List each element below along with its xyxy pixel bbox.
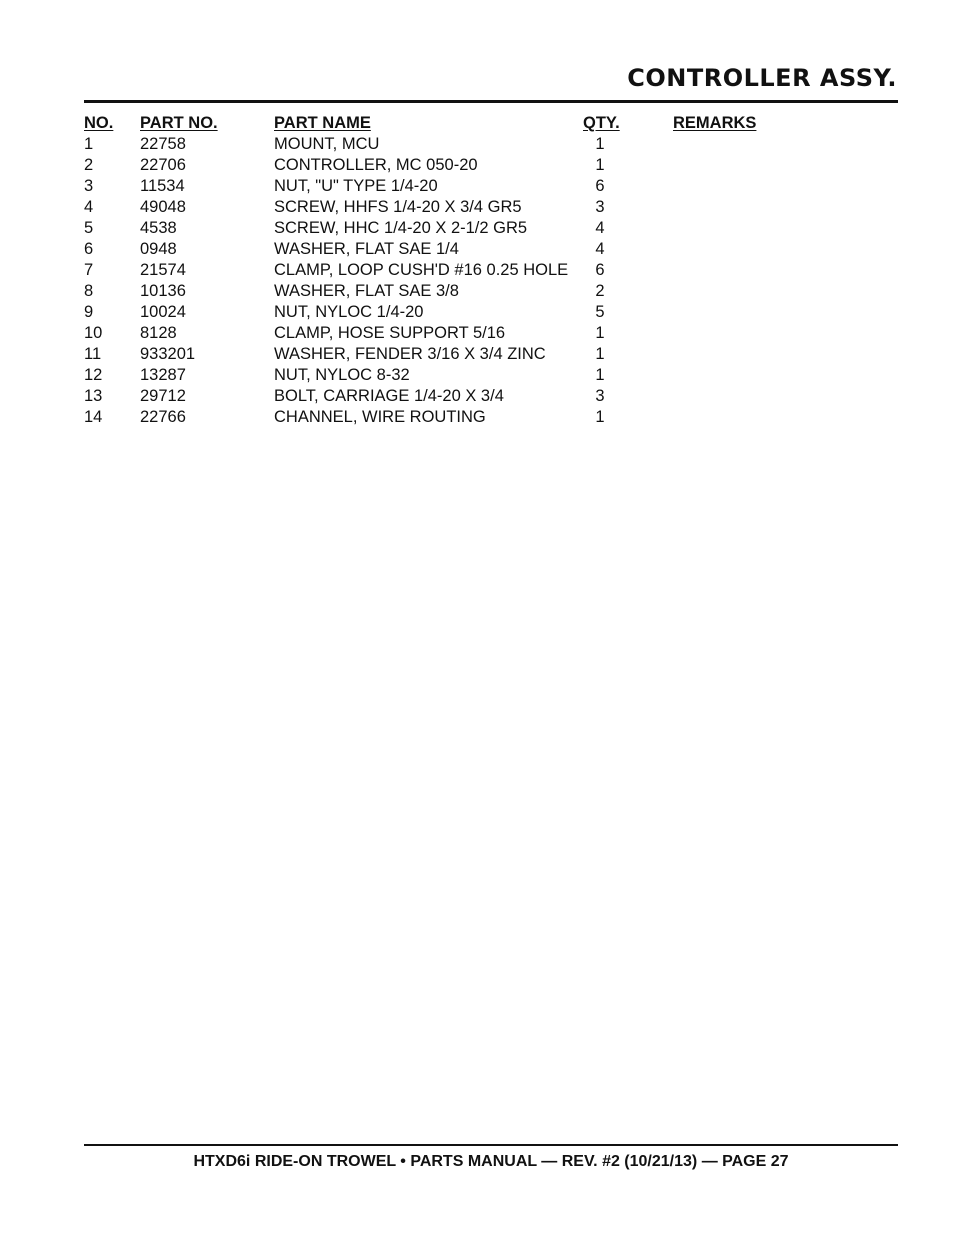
row-part-no: 22766 bbox=[140, 408, 186, 426]
row-qty: 1 bbox=[595, 135, 605, 153]
row-part-name: WASHER, FLAT SAE 3/8 bbox=[274, 282, 459, 300]
row-no: 2 bbox=[84, 156, 94, 174]
table-header-row bbox=[84, 113, 898, 134]
table-row bbox=[84, 344, 898, 365]
parts-table bbox=[84, 113, 898, 428]
row-qty: 1 bbox=[595, 324, 605, 342]
row-qty: 6 bbox=[595, 177, 605, 195]
row-part-no: 11534 bbox=[140, 177, 185, 195]
table-row bbox=[84, 281, 898, 302]
table-row bbox=[84, 386, 898, 407]
row-part-name: CLAMP, LOOP CUSH'D #16 0.25 HOLE bbox=[274, 261, 569, 279]
row-qty: 1 bbox=[595, 366, 605, 384]
row-no: 8 bbox=[84, 282, 94, 300]
row-part-no: 21574 bbox=[140, 261, 186, 279]
row-no: 14 bbox=[84, 408, 103, 426]
row-no: 7 bbox=[84, 261, 94, 279]
table-row bbox=[84, 176, 898, 197]
row-part-no: 0948 bbox=[140, 240, 177, 258]
header-part-name: PART NAME bbox=[274, 114, 371, 132]
row-part-no: 4538 bbox=[140, 219, 177, 237]
row-qty: 3 bbox=[595, 387, 605, 405]
row-no: 10 bbox=[84, 324, 103, 342]
row-part-no: 8128 bbox=[140, 324, 177, 342]
row-no: 12 bbox=[84, 366, 103, 384]
table-row bbox=[84, 407, 898, 428]
row-part-no: 22706 bbox=[140, 156, 186, 174]
row-part-no: 49048 bbox=[140, 198, 186, 216]
row-part-name: CLAMP, HOSE SUPPORT 5/16 bbox=[274, 324, 506, 342]
table-row bbox=[84, 239, 898, 260]
row-part-no: 29712 bbox=[140, 387, 186, 405]
row-part-name: CHANNEL, WIRE ROUTING bbox=[274, 408, 486, 426]
header-qty: QTY. bbox=[583, 114, 620, 132]
row-part-name: WASHER, FENDER 3/16 X 3/4 ZINC bbox=[274, 345, 546, 363]
row-part-no: 13287 bbox=[140, 366, 186, 384]
row-no: 6 bbox=[84, 240, 94, 258]
row-no: 1 bbox=[84, 135, 94, 153]
row-qty: 6 bbox=[595, 261, 605, 279]
row-part-name: NUT, NYLOC 8-32 bbox=[274, 366, 410, 384]
table-row bbox=[84, 302, 898, 323]
row-qty: 1 bbox=[595, 345, 605, 363]
row-part-name: NUT, NYLOC 1/4-20 bbox=[274, 303, 424, 321]
row-part-no: 10136 bbox=[140, 282, 186, 300]
row-qty: 5 bbox=[595, 303, 605, 321]
row-no: 3 bbox=[84, 177, 94, 195]
row-part-name: WASHER, FLAT SAE 1/4 bbox=[274, 240, 459, 258]
row-part-name: SCREW, HHC 1/4-20 X 2-1/2 GR5 bbox=[274, 219, 528, 237]
table-row bbox=[84, 155, 898, 176]
table-row bbox=[84, 323, 898, 344]
row-no: 13 bbox=[84, 387, 103, 405]
table-row bbox=[84, 218, 898, 239]
row-no: 4 bbox=[84, 198, 94, 216]
row-qty: 1 bbox=[595, 408, 605, 426]
row-qty: 4 bbox=[595, 240, 605, 258]
row-qty: 4 bbox=[595, 219, 605, 237]
row-qty: 2 bbox=[595, 282, 605, 300]
table-row bbox=[84, 260, 898, 281]
header-remarks: REMARKS bbox=[673, 114, 757, 132]
header-no: NO. bbox=[84, 114, 114, 132]
row-part-name: CONTROLLER, MC 050-20 bbox=[274, 156, 478, 174]
row-qty: 1 bbox=[595, 156, 605, 174]
row-no: 9 bbox=[84, 303, 94, 321]
row-no: 5 bbox=[84, 219, 94, 237]
row-part-name: SCREW, HHFS 1/4-20 X 3/4 GR5 bbox=[274, 198, 522, 216]
footer-divider bbox=[84, 1144, 898, 1146]
table-row bbox=[84, 197, 898, 218]
row-part-no: 933201 bbox=[140, 345, 196, 363]
row-part-no: 22758 bbox=[140, 135, 186, 153]
title-divider bbox=[84, 100, 898, 103]
page-title: CONTROLLER ASSY. bbox=[627, 64, 897, 92]
table-row bbox=[84, 134, 898, 155]
row-qty: 3 bbox=[595, 198, 605, 216]
row-no: 11 bbox=[84, 345, 102, 363]
table-row bbox=[84, 365, 898, 386]
row-part-name: BOLT, CARRIAGE 1/4-20 X 3/4 bbox=[274, 387, 504, 405]
row-part-name: MOUNT, MCU bbox=[274, 135, 380, 153]
row-part-name: NUT, "U" TYPE 1/4-20 bbox=[274, 177, 438, 195]
page-footer: HTXD6i RIDE-ON TROWEL • PARTS MANUAL — REV. #2 (10/21/13) — PAGE 27 bbox=[193, 1153, 789, 1170]
header-part-no: PART NO. bbox=[140, 114, 218, 132]
row-part-no: 10024 bbox=[140, 303, 186, 321]
